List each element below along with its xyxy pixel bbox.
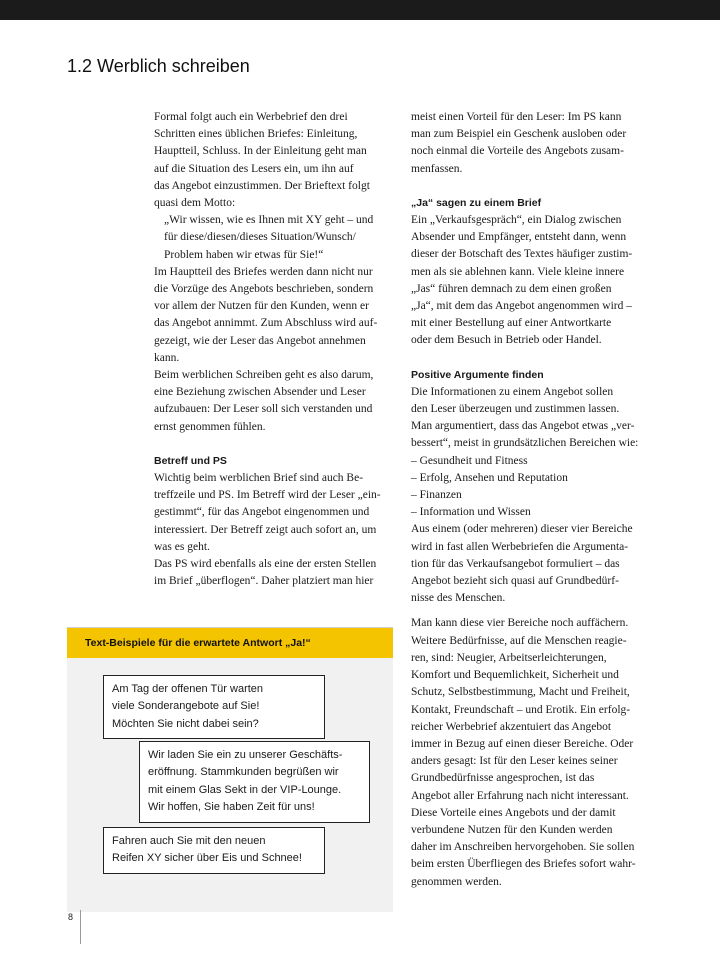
spacer xyxy=(411,607,651,615)
example-box-tires xyxy=(103,827,325,874)
text-line: Die Informationen zu einem Angebot sollen xyxy=(411,385,614,398)
text-line: viele Sonderangebote auf Sie! xyxy=(112,700,260,713)
text-line: aufzubauen: Der Leser soll sich verstanden und xyxy=(154,403,373,416)
text-line: interessiert. Der Betreff zeigt auch sofort an, um xyxy=(154,523,377,536)
text-line: auf die Situation des Lesers ein, um ihn auf xyxy=(154,162,354,175)
text-line: Fahren auch Sie mit den neuen xyxy=(112,835,266,847)
paragraph-main-part xyxy=(154,264,394,367)
motto-quote xyxy=(154,212,394,264)
text-line: reicher Werbebrief akzentuiert das Angebot xyxy=(411,720,612,733)
text-line: Kontakt, Freundschaft – und Erotik. Ein erfolg- xyxy=(411,703,631,716)
text-line: das Angebot annimmt. Zum Abschluss wird auf- xyxy=(154,317,378,330)
text-line: verbundene Nutzen für den Kunden werden xyxy=(411,823,613,836)
paragraph-ps xyxy=(154,556,394,590)
paragraph-ps-continued xyxy=(411,109,651,178)
text-line: gezeigt, wie der Leser das Angebot annehmen xyxy=(154,334,366,347)
subheading-betreff-ps: Betreff und PS xyxy=(154,454,227,467)
text-line: ren, sind: Neugier, Arbeitserleichterungen, xyxy=(411,651,607,664)
callout-title: Text-Beispiele für die erwartete Antwort „Ja!“ xyxy=(67,628,393,658)
list-item: – Gesundheit und Fitness xyxy=(411,454,528,467)
text-line: Wir hoffen, Sie haben Zeit für uns! xyxy=(148,801,315,814)
page-number: 8 xyxy=(68,912,74,922)
text-line: quasi dem Motto: xyxy=(154,197,236,210)
text-line: genommen werden. xyxy=(411,875,502,888)
example-box-open-house xyxy=(103,675,325,739)
text-line: Grundbedürfnisse angesprochen, ist das xyxy=(411,772,595,785)
spacer xyxy=(154,436,394,453)
text-line: dieser der Botschaft des Textes häufiger zustim- xyxy=(411,248,633,261)
text-line: Wichtig beim werblichen Brief sind auch Be- xyxy=(154,472,364,485)
text-line: Komfort und Bequemlichkeit, Sicherheit und xyxy=(411,669,619,682)
examples-callout xyxy=(67,627,393,912)
text-line: den Leser überzeugen und zustimmen lassen. xyxy=(411,403,620,416)
list-item: – Finanzen xyxy=(411,489,462,502)
subheading-ja-sagen: „Ja“ sagen zu einem Brief xyxy=(411,196,542,209)
text-line: Wir laden Sie ein zu unserer Geschäfts- xyxy=(148,749,343,761)
left-column xyxy=(154,109,394,590)
text-line: was es geht. xyxy=(154,540,210,553)
section-heading: 1.2 Werblich schreiben xyxy=(67,56,250,76)
text-line: treffzeile und PS. Im Betreff wird der Leser „ein- xyxy=(154,489,381,502)
text-line: für diese/diesen/dieses Situation/Wunsch/ xyxy=(164,231,356,244)
text-line: die Vorzüge des Angebots beschrieben, sondern xyxy=(154,283,374,296)
text-line: „Wir wissen, wie es Ihnen mit XY geht – und xyxy=(164,214,374,227)
text-line: „Jas“ führen demnach zu dem einen großen xyxy=(411,282,612,295)
text-line: bessert“, meist in grundsätzlichen Bereichen wie: xyxy=(411,437,639,450)
text-line: Angebot aller Erfahrung nach nicht interessant. xyxy=(411,789,629,802)
text-line: anders gesagt: Ist für den Leser keines seiner xyxy=(411,755,618,768)
text-line: oder dem Besuch in Betrieb oder Handel. xyxy=(411,334,602,347)
paragraph-arguments xyxy=(411,384,651,608)
paragraph-relationship xyxy=(154,367,394,436)
text-line: vor allem der Nutzen für den Kunden, wenn er xyxy=(154,300,369,313)
text-line: Schutz, Selbstbestimmung, Macht und Freiheit, xyxy=(411,686,630,699)
text-line: eröffnung. Stammkunden begrüßen wir xyxy=(148,766,339,779)
text-line: eine Beziehung zwischen Absender und Leser xyxy=(154,386,366,399)
text-line: Beim werblichen Schreiben geht es also darum, xyxy=(154,369,374,382)
text-line: mit einer Bestellung auf einer Antwortkarte xyxy=(411,317,612,330)
list-item: – Information und Wissen xyxy=(411,506,531,519)
paragraph-betreff xyxy=(154,470,394,556)
text-line: „Ja“, mit dem das Angebot angenommen wird – xyxy=(411,300,633,313)
text-line: Problem haben wir etwas für Sie!“ xyxy=(164,248,324,261)
text-line: kann. xyxy=(154,351,180,364)
text-line: man zum Beispiel ein Geschenk ausloben oder xyxy=(411,128,627,141)
text-line: noch einmal die Vorteile des Angebots zusam- xyxy=(411,145,624,158)
text-line: meist einen Vorteil für den Leser: Im PS kann xyxy=(411,111,622,123)
text-line: tion für das Verkaufsangebot formuliert – das xyxy=(411,557,620,570)
text-line: Weitere Bedürfnisse, auf die Menschen reagie- xyxy=(411,634,627,647)
text-line: beim ersten Überfliegen des Briefes sofort wahr- xyxy=(411,858,636,871)
text-line: Ein „Verkaufsgespräch“, ein Dialog zwischen xyxy=(411,214,622,227)
spacer xyxy=(411,178,651,195)
text-line: Formal folgt auch ein Werbebrief den drei xyxy=(154,111,348,123)
top-bar xyxy=(0,0,720,20)
text-line: Man kann diese vier Bereiche noch auffächern. xyxy=(411,617,629,630)
text-line: Im Hauptteil des Briefes werden dann nicht nur xyxy=(154,265,373,278)
text-line: Das PS wird ebenfalls als eine der ersten Stellen xyxy=(154,558,377,571)
example-box-opening xyxy=(139,741,370,823)
list-item: – Erfolg, Ansehen und Reputation xyxy=(411,471,568,484)
text-line: Hauptteil, Schluss. In der Einleitung geht man xyxy=(154,145,367,158)
text-line: Reifen XY sicher über Eis und Schnee! xyxy=(112,852,302,865)
spacer xyxy=(411,350,651,367)
text-line: Am Tag der offenen Tür warten xyxy=(112,683,264,695)
text-line: nisse des Menschen. xyxy=(411,592,506,605)
text-line: Man argumentiert, dass das Angebot etwas „ver- xyxy=(411,420,635,433)
text-line: gestimmt“, für das Angebot eingenommen und xyxy=(154,506,370,519)
paragraph-dialog xyxy=(411,212,651,350)
subheading-positive-arguments: Positive Argumente finden xyxy=(411,368,544,381)
paragraph-intro xyxy=(154,109,394,212)
text-line: Absender und Empfänger, entsteht dann, wenn xyxy=(411,231,627,244)
text-line: daher im Anschreiben hervorgehoben. Sie sollen xyxy=(411,841,635,854)
paragraph-needs xyxy=(411,615,651,890)
text-line: Aus einem (oder mehreren) dieser vier Bereiche xyxy=(411,523,633,536)
text-line: das Angebot einzustimmen. Der Brieftext folgt xyxy=(154,179,370,192)
text-line: ernst genommen fühlen. xyxy=(154,420,266,433)
text-line: men als sie ablehnen kann. Viele kleine innere xyxy=(411,265,625,278)
text-line: immer in Bezug auf einen dieser Bereiche. Oder xyxy=(411,737,634,750)
text-line: wird in fast allen Werbebriefen die Argumenta- xyxy=(411,540,629,553)
text-line: Möchten Sie nicht dabei sein? xyxy=(112,717,259,730)
text-line: im Brief „überflogen“. Daher platziert man hier xyxy=(154,575,374,588)
text-line: Diese Vorteile eines Angebots und der damit xyxy=(411,806,616,819)
text-line: mit einem Glas Sekt in der VIP-Lounge. xyxy=(148,783,342,796)
text-line: Angebot bezieht sich quasi auf Grundbedürf- xyxy=(411,575,619,588)
text-line: menfassen. xyxy=(411,162,463,175)
right-column xyxy=(411,109,651,891)
text-line: Schritten eines üblichen Briefes: Einleitung, xyxy=(154,128,358,141)
footer-divider xyxy=(80,910,81,944)
